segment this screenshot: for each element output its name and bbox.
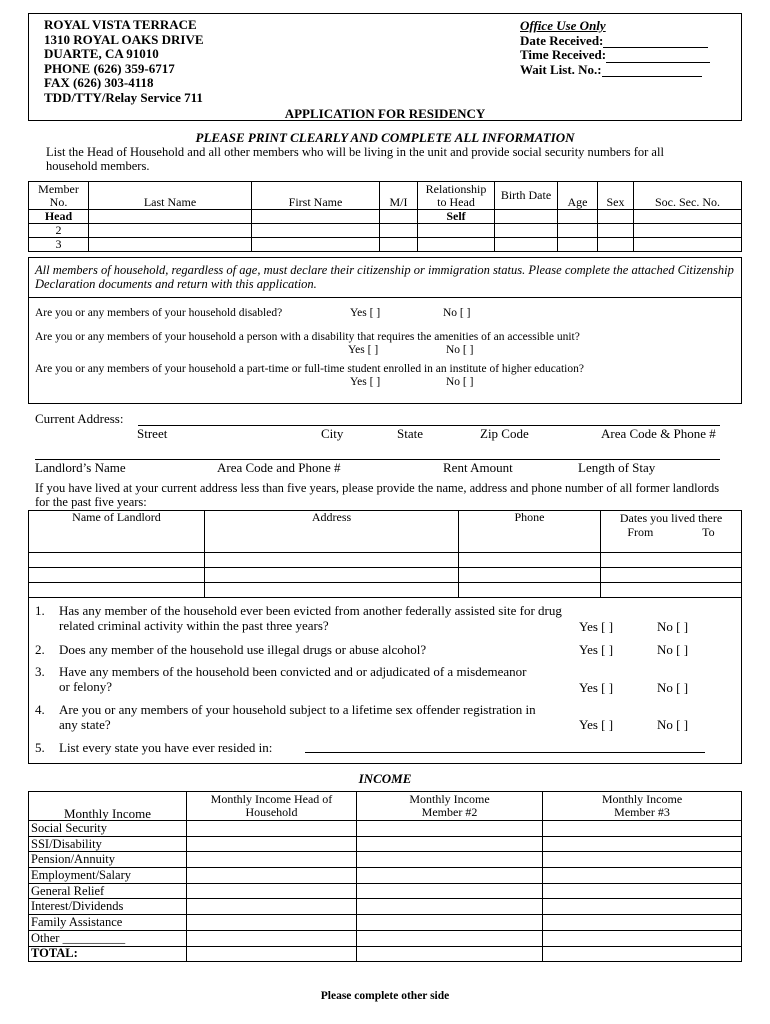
income-cell[interactable] (187, 946, 357, 962)
landlord-name-cell[interactable] (29, 568, 205, 583)
income-cell[interactable] (187, 836, 357, 852)
question-5 (35, 740, 272, 756)
landlord-name-cell[interactable] (29, 583, 205, 598)
income-cell[interactable] (357, 883, 543, 899)
income-cell[interactable] (187, 868, 357, 884)
col-member3-income-label: Monthly Income Member #3 (601, 792, 683, 819)
income-cell[interactable] (543, 868, 742, 884)
mi-cell[interactable] (380, 210, 418, 224)
table-row (29, 238, 742, 252)
disability-q1-no[interactable]: No [ ] (443, 307, 471, 319)
income-cell[interactable] (543, 930, 742, 946)
income-row-label: General Relief (29, 883, 187, 899)
current-address-label: Current Address: (35, 411, 124, 426)
income-cell[interactable] (187, 930, 357, 946)
org-fax: FAX (626) 303-4118 (44, 75, 154, 90)
first-name-cell[interactable] (252, 238, 380, 252)
income-row-label: Family Assistance (29, 915, 187, 931)
question-1-yes[interactable]: Yes [ ] (579, 619, 614, 634)
org-tdd: TDD/TTY/Relay Service 711 (44, 89, 203, 105)
table-row (29, 210, 742, 224)
col-age: Age (558, 182, 598, 210)
table-row (29, 930, 742, 946)
col-member2-income-label: Monthly Income Member #2 (409, 792, 490, 819)
first-name-cell[interactable] (252, 210, 380, 224)
landlord-address-cell[interactable] (205, 568, 459, 583)
income-row-label: Employment/Salary (29, 868, 187, 884)
question-2-no[interactable]: No [ ] (657, 642, 689, 657)
col-birth-date: Birth Date (495, 182, 558, 210)
disability-q1-text: Are you or any members of your household disabled? (35, 307, 283, 319)
question-3-yes[interactable]: Yes [ ] (579, 680, 614, 695)
income-cell[interactable] (187, 883, 357, 899)
question-5-text: List every state you have ever resided in: (59, 740, 273, 755)
dates-from-label: From (627, 525, 654, 539)
disability-q3-yes[interactable]: Yes [ ] (350, 376, 381, 388)
office-use-title: Office Use Only (520, 18, 606, 33)
org-city: DUARTE, CA 91010 (44, 46, 159, 61)
col-member3-income (543, 792, 742, 821)
income-cell[interactable] (543, 821, 742, 837)
date-received-field[interactable] (603, 36, 708, 48)
member-no-cell: 2 (29, 224, 89, 238)
members-instructions: List the Head of Household and all other members who will be living in the unit and provide social security numbers for all household members. (46, 145, 664, 173)
org-name: ROYAL VISTA TERRACE (44, 17, 197, 32)
table-row (29, 852, 742, 868)
ssn-cell[interactable] (634, 224, 742, 238)
date-received-label: Date Received: (520, 32, 604, 48)
label-zip: Zip Code (480, 426, 529, 441)
table-row (29, 899, 742, 915)
income-total-label: TOTAL: (29, 946, 187, 962)
col-dates-lived (601, 511, 742, 553)
states-resided-line[interactable] (305, 752, 705, 753)
table-row (29, 553, 742, 568)
last-name-cell[interactable] (89, 210, 252, 224)
time-received-label: Time Received: (520, 47, 607, 62)
question-1-no[interactable]: No [ ] (657, 619, 689, 634)
citizenship-note: All members of household, regardless of age, must declare their citizenship or immigration status. Please complete the attached Citizenship Declaration documents and return with this application. (35, 263, 734, 291)
table-row (29, 868, 742, 884)
table-row (29, 836, 742, 852)
disability-q1-yes[interactable]: Yes [ ] (350, 307, 381, 319)
income-cell[interactable] (543, 852, 742, 868)
income-row-label: SSI/Disability (29, 836, 187, 852)
col-mi: M/I (380, 182, 418, 210)
wait-list-field[interactable] (602, 65, 702, 77)
col-last-name: Last Name (89, 182, 252, 210)
income-row-label: Interest/Dividends (29, 899, 187, 915)
label-landlord-name: Landlord’s Name (35, 460, 126, 475)
label-street: Street (137, 426, 168, 441)
table-row (29, 946, 742, 962)
income-cell[interactable] (543, 899, 742, 915)
question-2 (35, 642, 426, 658)
income-cell[interactable] (357, 852, 543, 868)
question-4-num: 4. (35, 702, 45, 717)
member-no-cell: Head (29, 210, 89, 224)
birth-date-cell[interactable] (495, 224, 558, 238)
citizenship-divider (28, 297, 742, 298)
label-area-phone: Area Code & Phone # (601, 426, 716, 441)
col-landlord-phone: Phone (459, 511, 601, 553)
relationship-cell[interactable] (418, 224, 495, 238)
dates-to-label: To (702, 525, 715, 539)
question-2-text: Does any member of the household use illegal drugs or abuse alcohol? (59, 642, 427, 657)
mi-cell[interactable] (380, 224, 418, 238)
time-received-field[interactable] (606, 51, 710, 63)
landlord-address-cell[interactable] (205, 583, 459, 598)
income-row-label: Social Security (29, 821, 187, 837)
question-5-num: 5. (35, 740, 45, 755)
landlord-phone-cell[interactable] (459, 568, 601, 583)
disability-q3-text: Are you or any members of your household a part-time or full-time student enrolled in an institute of higher education? (35, 363, 584, 375)
former-landlord-note: If you have lived at your current address less than five years, please provide the name, address and phone number of all former landlords for the past five years: (35, 481, 720, 509)
sex-cell[interactable] (598, 238, 634, 252)
col-sex: Sex (598, 182, 634, 210)
relationship-cell: Self (418, 210, 495, 224)
birth-date-cell[interactable] (495, 238, 558, 252)
income-cell[interactable] (357, 915, 543, 931)
col-monthly-income: Monthly Income (29, 792, 187, 821)
table-row (29, 821, 742, 837)
form-title: APPLICATION FOR RESIDENCY (284, 106, 486, 121)
table-row (29, 568, 742, 583)
table-row (29, 224, 742, 238)
income-cell[interactable] (187, 821, 357, 837)
question-4-text: Are you or any members of your household subject to a lifetime sex offender registration in any state? (59, 702, 536, 732)
question-3-no[interactable]: No [ ] (657, 680, 689, 695)
question-1 (35, 604, 569, 633)
dates-lived-title: Dates you lived there (619, 511, 723, 525)
label-length-stay: Length of Stay (578, 460, 656, 475)
member-no-cell: 3 (29, 238, 89, 252)
landlord-dates-cell[interactable] (601, 583, 742, 598)
table-row (29, 883, 742, 899)
question-1-text: Has any member of the household ever been evicted from another federally assisted site for drug related criminal activity within the past three years? (59, 603, 562, 633)
income-cell[interactable] (357, 930, 543, 946)
question-3-num: 3. (35, 664, 45, 679)
income-cell[interactable] (187, 915, 357, 931)
col-member2-income (357, 792, 543, 821)
income-cell[interactable] (357, 946, 543, 962)
label-state: State (397, 426, 423, 441)
org-phone: PHONE (626) 359-6717 (44, 60, 175, 76)
sex-cell[interactable] (598, 224, 634, 238)
table-row (29, 583, 742, 598)
col-head-income (187, 792, 357, 821)
income-cell[interactable] (543, 883, 742, 899)
col-relationship: Relationship to Head (418, 182, 495, 210)
landlord-dates-cell[interactable] (601, 568, 742, 583)
members-table (28, 181, 742, 252)
former-landlord-table (28, 510, 742, 598)
col-landlord-address: Address (205, 511, 459, 553)
last-name-cell[interactable] (89, 224, 252, 238)
income-row-label: Other __________ (29, 930, 187, 946)
col-first-name: First Name (252, 182, 380, 210)
income-title: INCOME (358, 771, 412, 786)
footer-note: Please complete other side (320, 990, 450, 1002)
question-2-yes[interactable]: Yes [ ] (579, 642, 614, 657)
members-heading: PLEASE PRINT CLEARLY AND COMPLETE ALL INFORMATION (195, 130, 575, 145)
label-landlord-phone: Area Code and Phone # (217, 460, 341, 475)
landlord-dates-cell[interactable] (601, 553, 742, 568)
question-4 (35, 703, 539, 732)
label-city: City (321, 426, 344, 441)
landlord-name-cell[interactable] (29, 553, 205, 568)
age-cell[interactable] (558, 210, 598, 224)
income-cell[interactable] (543, 836, 742, 852)
disability-q2-text: Are you or any members of your household a person with a disability that requires the amenities of an accessible unit? (35, 331, 580, 343)
age-cell[interactable] (558, 224, 598, 238)
question-1-num: 1. (35, 603, 45, 618)
income-cell[interactable] (357, 868, 543, 884)
last-name-cell[interactable] (89, 238, 252, 252)
income-cell[interactable] (357, 899, 543, 915)
question-2-num: 2. (35, 642, 45, 657)
disability-q2-yes[interactable]: Yes [ ] (348, 344, 379, 356)
disability-q1 (35, 307, 282, 319)
income-row-label: Pension/Annuity (29, 852, 187, 868)
col-member-no: Member No. (29, 182, 89, 210)
col-landlord-name: Name of Landlord (29, 511, 205, 553)
disability-q3-no[interactable]: No [ ] (446, 376, 474, 388)
income-cell[interactable] (357, 821, 543, 837)
col-ssn: Soc. Sec. No. (634, 182, 742, 210)
income-table (28, 791, 742, 962)
landlord-phone-cell[interactable] (459, 553, 601, 568)
question-4-yes[interactable]: Yes [ ] (579, 717, 614, 732)
age-cell[interactable] (558, 238, 598, 252)
question-3 (35, 665, 529, 694)
income-cell[interactable] (357, 836, 543, 852)
sex-cell[interactable] (598, 210, 634, 224)
income-cell[interactable] (543, 946, 742, 962)
landlord-address-cell[interactable] (205, 553, 459, 568)
table-row (29, 915, 742, 931)
question-4-no[interactable]: No [ ] (657, 717, 689, 732)
ssn-cell[interactable] (634, 210, 742, 224)
question-3-text: Have any members of the household been convicted and or adjudicated of a misdemeanor or felony? (59, 664, 527, 694)
birth-date-cell[interactable] (495, 210, 558, 224)
col-head-income-label: Monthly Income Head of Household (210, 792, 333, 819)
label-rent-amount: Rent Amount (443, 460, 513, 475)
office-use-block (520, 19, 710, 77)
org-street: 1310 ROYAL OAKS DRIVE (44, 31, 204, 47)
income-cell[interactable] (187, 852, 357, 868)
first-name-cell[interactable] (252, 224, 380, 238)
landlord-phone-cell[interactable] (459, 583, 601, 598)
income-cell[interactable] (543, 915, 742, 931)
mi-cell[interactable] (380, 238, 418, 252)
ssn-cell[interactable] (634, 238, 742, 252)
disability-q2-no[interactable]: No [ ] (446, 344, 474, 356)
relationship-cell[interactable] (418, 238, 495, 252)
income-cell[interactable] (187, 899, 357, 915)
org-address-block (44, 18, 204, 105)
wait-list-label: Wait List. No.: (520, 61, 602, 77)
